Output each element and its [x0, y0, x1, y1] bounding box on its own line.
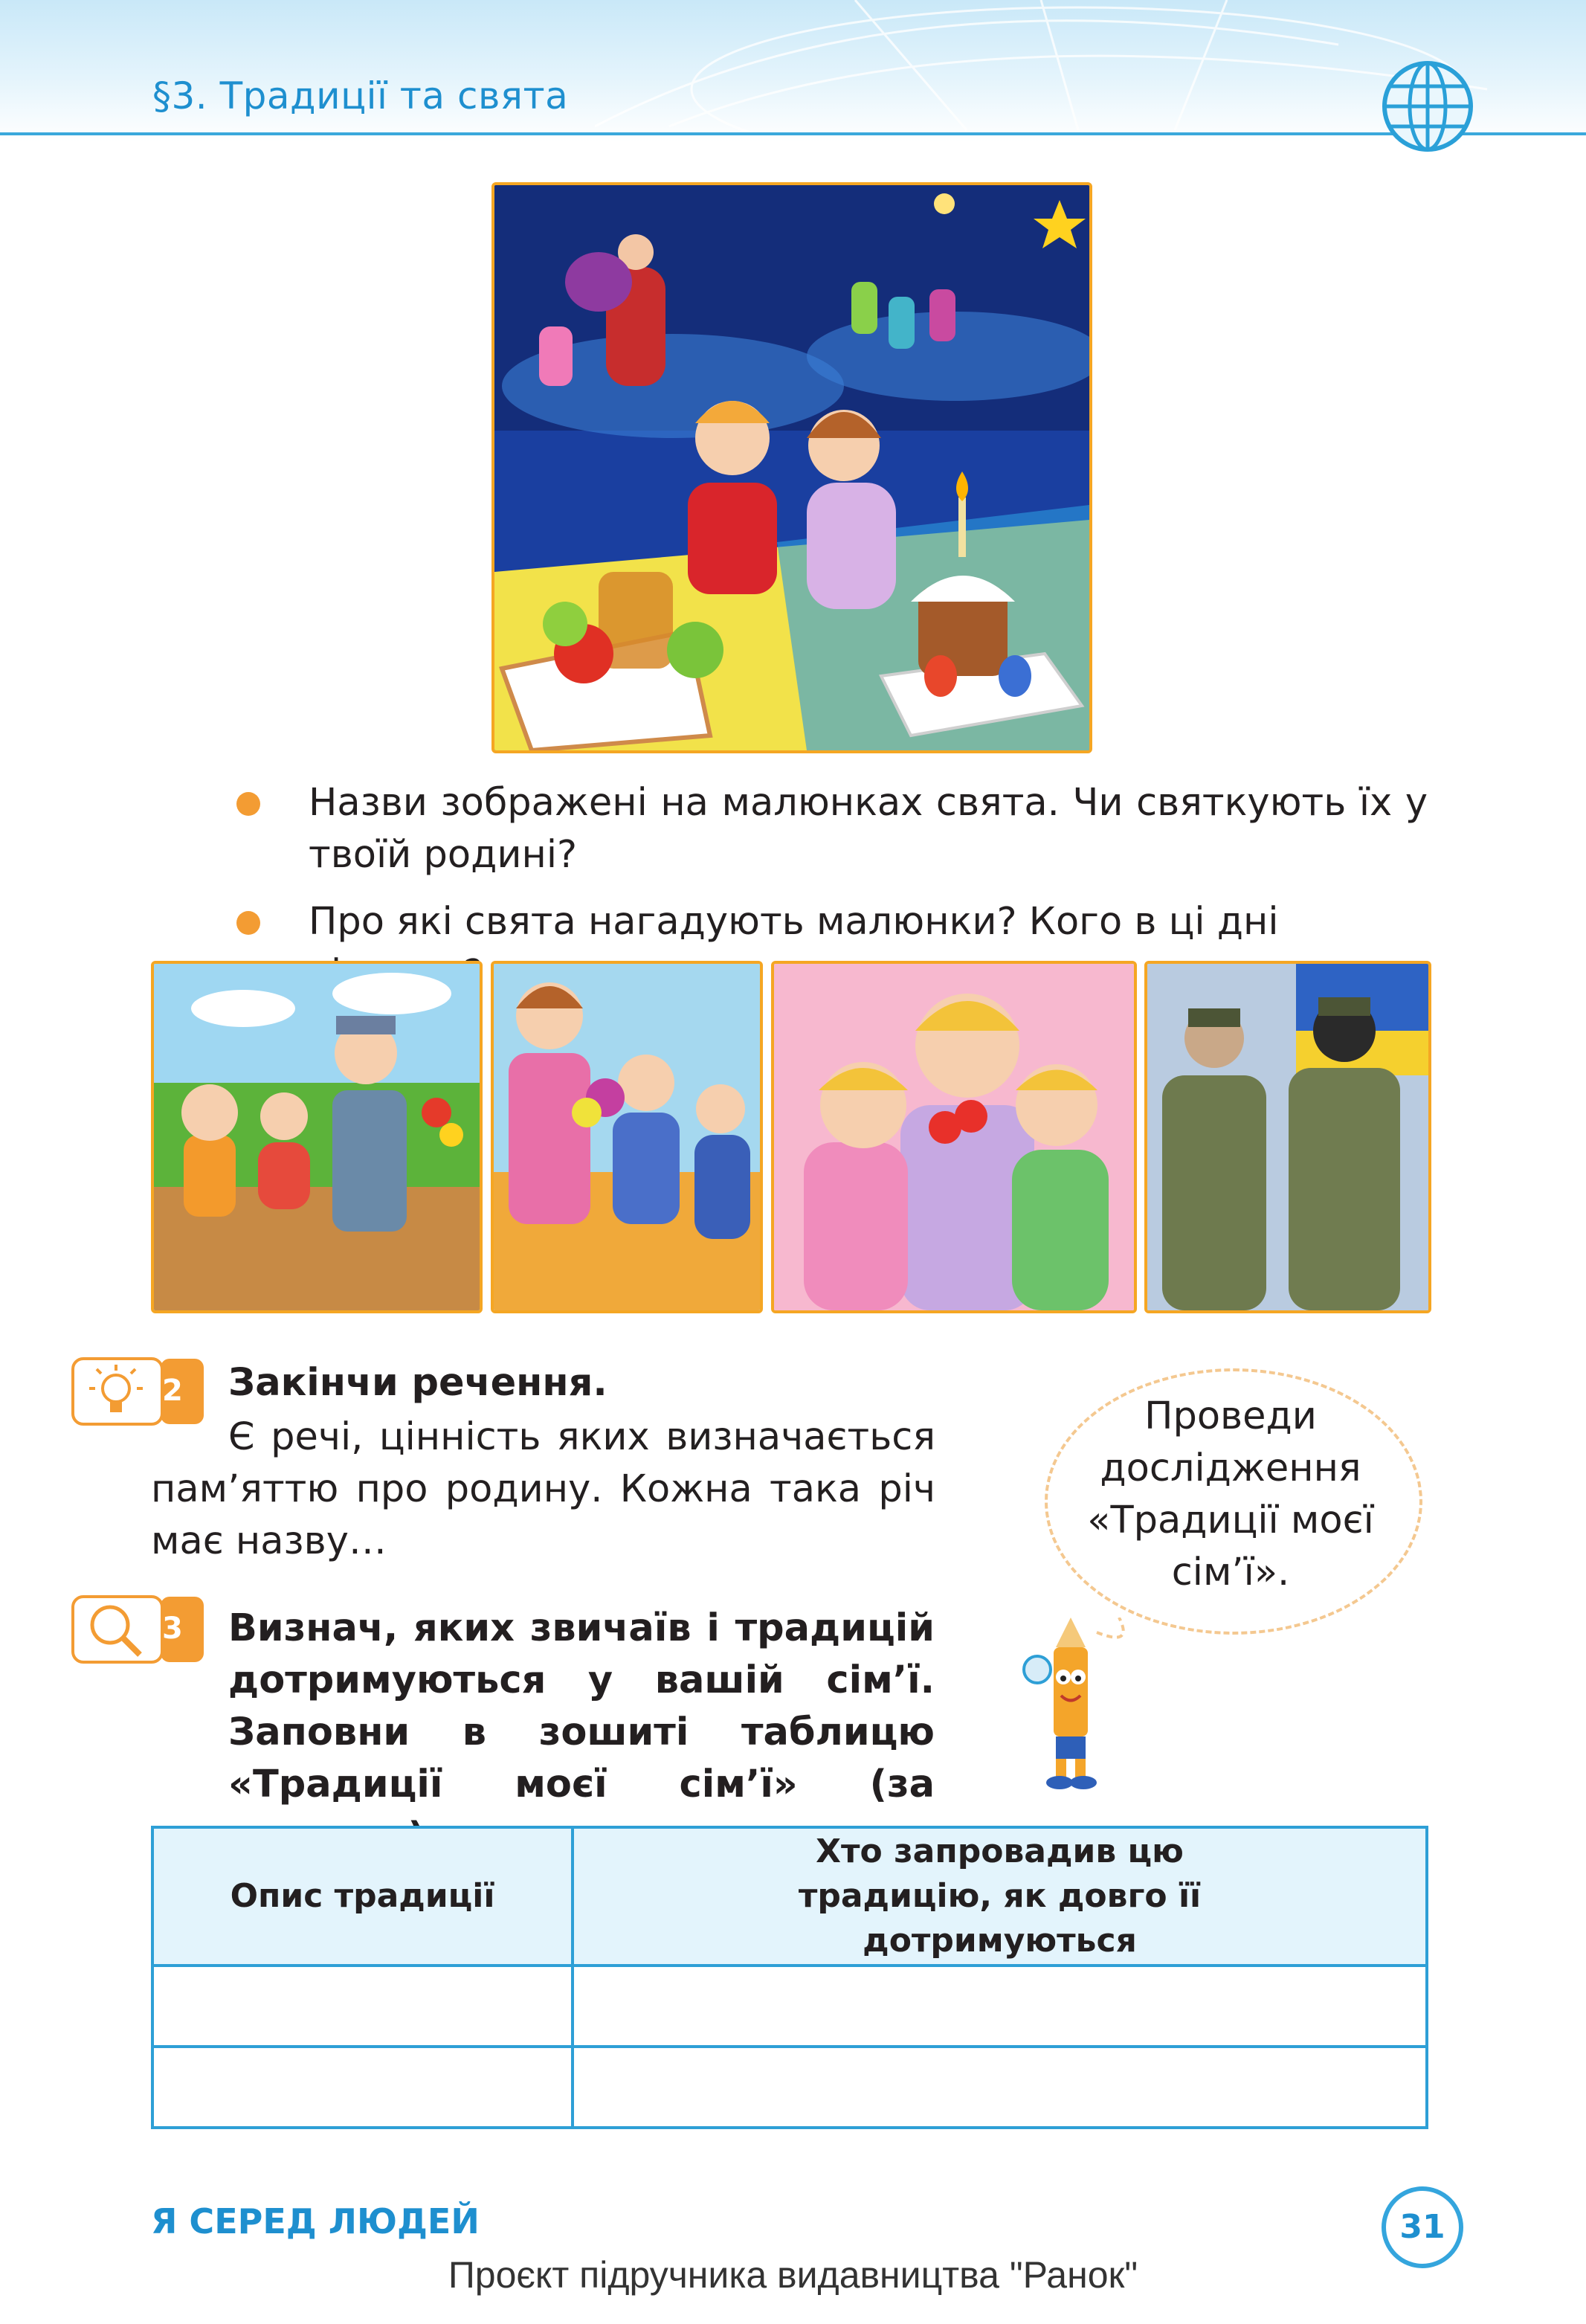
pencil-mascot-icon — [1015, 1618, 1126, 1792]
table-cell — [573, 1966, 1427, 2047]
table-cell — [152, 1966, 573, 2047]
header-rule — [0, 132, 1586, 135]
bullet-question-2: Про які свята нагадують малюнки? Кого в ці дні — [309, 900, 1279, 944]
victory-day-picture — [151, 961, 483, 1313]
publisher-credit: Проєкт підручника видавництва "Ранок" — [448, 2254, 1138, 2296]
holidays-illustration — [491, 182, 1092, 753]
defenders-day-picture — [1144, 961, 1431, 1313]
bubble-text: Проведи дослідження «Традиції моєї сім’ї». — [1087, 1394, 1374, 1594]
table-cell — [573, 2047, 1427, 2128]
task2-text: Є речі, цінність яких визначається пам’яттю про родину. Кожна така річ має назву… — [151, 1415, 935, 1563]
research-task-badge — [71, 1595, 205, 1664]
table-row — [152, 2047, 1427, 2128]
bullet-question-1: Назви зображені на малюнках свята. Чи святкують їх у твоїй родині? — [309, 781, 1428, 877]
task-number: 3 — [162, 1612, 183, 1646]
task-number: 2 — [162, 1374, 183, 1408]
table-header-origin: Хто запровадив цю традицію, як довго її дотримуються — [573, 1827, 1427, 1966]
page-number: 31 — [1382, 2186, 1463, 2268]
globe-icon — [1379, 58, 1476, 155]
table-header-row — [152, 1827, 1427, 1966]
bullet-marker — [236, 911, 260, 935]
mothers-day-picture — [771, 961, 1137, 1313]
table-row — [152, 1966, 1427, 2047]
table-cell — [152, 2047, 573, 2128]
teachers-day-picture — [491, 961, 763, 1313]
task2-title: Закінчи речення. — [228, 1361, 607, 1405]
task3-text: Визнач, яких звичаїв і традицій дотримуються у вашій сім’ї. Заповни в зошиті таблицю «Традиції моєї сім’ї» (за — [228, 1606, 935, 1806]
bullet-marker — [236, 792, 260, 816]
section-title: §3. Традиції та свята — [152, 74, 569, 118]
traditions-table — [151, 1826, 1428, 2129]
footer-section-name: Я СЕРЕД ЛЮДЕЙ — [151, 2201, 480, 2241]
table-header-description: Опис традиції — [152, 1827, 573, 1966]
